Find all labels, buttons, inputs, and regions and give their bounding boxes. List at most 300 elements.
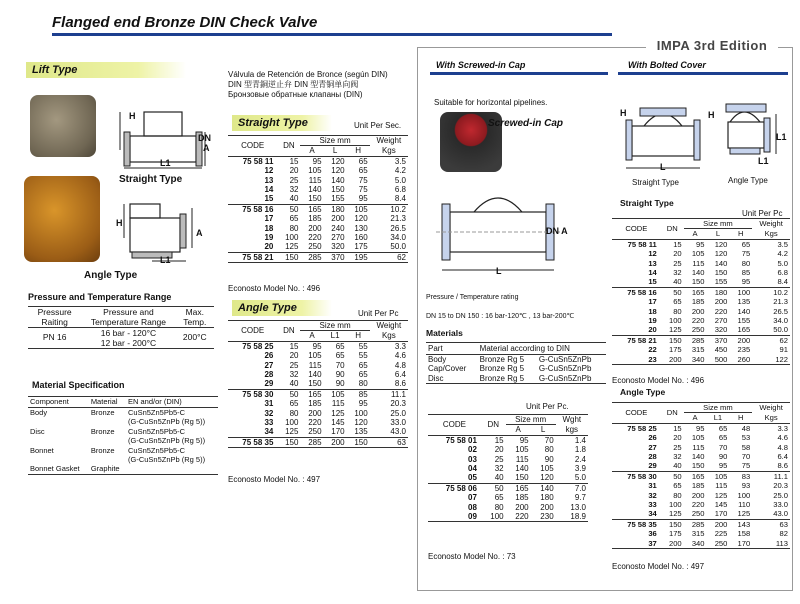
- table-row: [612, 461, 790, 471]
- table-cell: 120: [331, 156, 345, 166]
- middle-angle-table: [228, 320, 408, 448]
- table-cell: 200: [540, 502, 554, 512]
- table-row: [228, 252, 408, 262]
- header-h: H: [355, 331, 362, 341]
- table-cell: 4.6: [777, 433, 788, 443]
- table-cell: 122: [775, 354, 788, 364]
- header-dn: DN: [666, 224, 678, 234]
- table-cell: 100: [737, 287, 751, 297]
- table-row: [228, 156, 408, 166]
- table-cell: 4.2: [394, 166, 406, 176]
- table-cell: 75 58 30: [627, 471, 657, 481]
- middle-straight-heading: [232, 115, 332, 131]
- table-cell: 75 58 25: [627, 423, 657, 433]
- table-row: [228, 185, 408, 194]
- table-cell: 21.3: [773, 297, 788, 307]
- middle-straight-model: Econosto Model No. : 496: [228, 284, 321, 293]
- table-cell: 6.4: [394, 370, 406, 380]
- table-cell: 20: [673, 249, 682, 259]
- header-a: A: [692, 229, 698, 239]
- table-cell: 175: [354, 242, 368, 252]
- table-cell: 17: [264, 214, 274, 224]
- table-row: [612, 452, 790, 461]
- table-cell: 200: [668, 354, 682, 364]
- table-cell: 170: [331, 427, 345, 437]
- max-temp-value: 200°C: [182, 332, 207, 343]
- table-cell: 95: [312, 156, 322, 166]
- pressure-table: [28, 306, 214, 349]
- table-cell: 185: [691, 481, 705, 491]
- straight-valve-photo: [30, 95, 96, 157]
- table-cell: 43.0: [390, 427, 406, 437]
- table-row: [612, 316, 790, 325]
- pressure-header-range: Pressure and Temperature Range: [90, 307, 167, 327]
- table-cell: 85: [741, 268, 751, 278]
- table-header-row: [612, 403, 790, 413]
- table-cell: 115: [692, 258, 705, 268]
- table-cell: 220: [308, 233, 322, 243]
- table-cell: 140: [308, 185, 322, 195]
- valve-name-ru: Бронзовые обратные клапаны (DIN): [228, 90, 363, 99]
- table-cell: 80: [673, 306, 682, 316]
- mat-cell: Bronze Rg 5: [479, 373, 525, 383]
- mat-cell: Bronze Rg 5: [479, 355, 525, 364]
- table-cell: 155: [331, 194, 345, 204]
- table-cell: 120: [714, 239, 728, 249]
- angle-dim-h-label: H: [116, 218, 123, 228]
- table-cell: 200: [308, 408, 322, 418]
- table-cell: 75: [358, 185, 368, 195]
- table-header-row: [428, 415, 588, 425]
- screwed-heading-box: [430, 60, 608, 75]
- table-cell: 315: [691, 345, 705, 355]
- table-cell: 75 58 01: [445, 435, 477, 445]
- table-cell: 80: [358, 379, 368, 389]
- dim-l1-label: L1: [160, 158, 171, 168]
- table-cell: 25: [673, 258, 682, 268]
- table-cell: 113: [775, 538, 788, 548]
- table-row: [428, 512, 588, 522]
- table-cell: 55: [358, 351, 368, 361]
- table-cell: 40: [289, 194, 299, 204]
- screwed-model: Econosto Model No. : 73: [428, 552, 516, 561]
- table-cell: 165: [515, 483, 529, 493]
- mat-component: Disc: [30, 426, 45, 436]
- table-cell: 145: [714, 500, 728, 510]
- table-row: [228, 242, 408, 252]
- table-cell: 19: [264, 233, 274, 243]
- table-cell: 75 58 16: [242, 204, 274, 214]
- header-hh: H: [738, 413, 744, 423]
- screwed-unit: Unit Per Pc.: [526, 402, 569, 411]
- material-spec-heading: Material Specification: [32, 380, 125, 390]
- table-cell: 65: [358, 166, 368, 176]
- header-a: A: [309, 146, 315, 156]
- table-cell: 65: [718, 433, 728, 443]
- table-header-row: [228, 136, 408, 146]
- table-cell: 115: [715, 481, 728, 491]
- mat-material: Graphite: [90, 464, 120, 474]
- table-cell: 82: [779, 529, 788, 539]
- table-row: [228, 379, 408, 389]
- table-cell: 3.3: [777, 423, 788, 433]
- table-cell: 125: [331, 408, 345, 418]
- valve-name-jp: DIN 型青銅逆止弁 DIN 型青铜单向阀: [228, 80, 359, 89]
- table-cell: 285: [308, 437, 322, 447]
- table-row: [612, 297, 790, 306]
- angle-dim-l1-label: L1: [160, 255, 171, 265]
- middle-angle-model: Econosto Model No. : 497: [228, 475, 321, 484]
- table-row: [428, 503, 588, 512]
- header-code: CODE: [241, 141, 265, 151]
- table-cell: 120: [714, 249, 728, 259]
- table-cell: 150: [714, 268, 728, 278]
- table-cell: 370: [714, 335, 728, 345]
- table-cell: 115: [515, 454, 529, 464]
- table-cell: 50: [289, 204, 299, 214]
- dim-h-label: H: [129, 111, 136, 121]
- mat-header-material: Material according to DIN: [479, 344, 570, 353]
- table-cell: 55: [358, 341, 368, 351]
- header-size: Size mm: [684, 219, 753, 229]
- table-cell: 140: [691, 452, 705, 462]
- straight-type-label: Straight Type: [119, 174, 183, 185]
- table-row: [28, 464, 218, 474]
- table-cell: 320: [714, 325, 728, 335]
- table-cell: 48: [741, 423, 751, 433]
- table-cell: 150: [668, 335, 682, 345]
- table-cell: 270: [331, 233, 345, 243]
- mat-header: Material: [90, 397, 118, 406]
- page-title-bar: [52, 14, 612, 36]
- header-dn: DN: [487, 420, 500, 430]
- header-dn: DN: [283, 141, 295, 151]
- table-cell: 65: [358, 370, 368, 380]
- header-code: CODE: [241, 326, 265, 336]
- table-cell: 50: [494, 483, 504, 493]
- table-cell: 20: [289, 166, 299, 176]
- table-row: [612, 491, 790, 500]
- table-row: [612, 519, 790, 529]
- table-cell: 32: [289, 370, 299, 380]
- mat-en: CuSn5Zn5Pb5-C: [127, 408, 186, 417]
- table-cell: 100: [490, 512, 504, 522]
- header-dn: DN: [666, 408, 678, 418]
- table-cell: 20.3: [390, 399, 406, 409]
- mat-component: Body: [30, 408, 48, 417]
- table-cell: 200: [714, 297, 728, 307]
- table-cell: 140: [737, 306, 751, 316]
- header-weight: Wght: [562, 415, 582, 425]
- table-row: [228, 399, 408, 408]
- header-l1: L1: [330, 331, 340, 341]
- mat-cell: Disc: [428, 373, 444, 383]
- table-cell: 220: [515, 512, 529, 522]
- mat-en: CuSn5Zn5Pb5-C: [127, 445, 186, 455]
- table-cell: 75 58 11: [627, 239, 657, 249]
- table-row: [612, 355, 790, 365]
- bolted-dim-l: L: [660, 162, 666, 172]
- bolted-straight-table: [612, 218, 790, 365]
- table-cell: 125: [285, 242, 299, 252]
- header-h: H: [355, 146, 362, 156]
- table-cell: 65: [358, 360, 368, 370]
- table-row: [28, 427, 218, 446]
- table-cell: 25.0: [390, 408, 406, 418]
- bolted-straight-label: Straight Type: [632, 178, 679, 187]
- table-cell: 140: [308, 370, 322, 380]
- table-cell: 20: [289, 351, 299, 361]
- table-cell: 95: [696, 423, 705, 433]
- table-cell: 19: [648, 316, 657, 326]
- header-kgs: Kgs: [381, 146, 396, 156]
- table-cell: 31: [648, 481, 657, 491]
- screwed-rating-title: Pressure / Temperature rating: [426, 294, 519, 301]
- table-row: [28, 446, 218, 465]
- table-cell: 63: [779, 519, 788, 529]
- table-cell: 65: [358, 156, 368, 166]
- table-cell: 220: [308, 418, 322, 428]
- table-cell: 29: [648, 461, 657, 471]
- bolted-straight-model: Econosto Model No. : 496: [612, 376, 705, 385]
- table-cell: 120: [331, 166, 345, 176]
- table-cell: 40: [494, 473, 504, 483]
- table-cell: 250: [691, 509, 705, 519]
- table-cell: 26.5: [390, 223, 406, 233]
- screwed-photo-label: Screwed-in Cap: [488, 118, 564, 129]
- table-cell: 27: [648, 442, 657, 452]
- pressure-range-2: 12 bar - 200°C: [100, 338, 157, 348]
- angle-valve-photo: [24, 176, 100, 262]
- table-cell: 11.1: [773, 471, 788, 481]
- table-cell: 28: [648, 452, 657, 462]
- header-kgs: Kgs: [764, 229, 778, 239]
- table-row: [612, 335, 790, 345]
- table-row: [228, 166, 408, 175]
- table-cell: 6.4: [777, 452, 788, 462]
- header-l1: L1: [713, 413, 723, 423]
- table-row: [612, 268, 790, 277]
- middle-straight-heading-text: Straight Type: [238, 117, 308, 129]
- table-cell: 105: [308, 351, 322, 361]
- table-cell: 40: [673, 461, 682, 471]
- table-cell: 75 58 06: [445, 483, 477, 493]
- table-cell: 5.0: [574, 473, 586, 483]
- table-cell: 83: [741, 471, 751, 481]
- table-cell: 320: [331, 242, 345, 252]
- table-cell: 200: [331, 214, 345, 224]
- table-cell: 33.0: [773, 500, 788, 510]
- table-cell: 340: [691, 354, 705, 364]
- table-cell: 23: [648, 354, 657, 364]
- table-cell: 13: [648, 258, 657, 268]
- table-cell: 75 58 35: [242, 437, 274, 447]
- table-cell: 32: [673, 268, 682, 278]
- table-cell: 125: [714, 490, 728, 500]
- table-cell: 33: [264, 418, 274, 428]
- header-weight: Weight: [376, 321, 402, 331]
- bolted-angle-dim-l1: L1: [776, 132, 787, 142]
- table-cell: 100: [737, 490, 751, 500]
- table-cell: 95: [696, 239, 705, 249]
- table-cell: 12: [264, 166, 274, 176]
- table-row: [428, 493, 588, 502]
- table-cell: 75 58 16: [627, 287, 657, 297]
- table-cell: 105: [354, 204, 368, 214]
- table-cell: 15: [673, 423, 682, 433]
- angle-type-diagram: [116, 198, 202, 264]
- table-cell: 250: [691, 325, 705, 335]
- table-cell: 150: [515, 473, 529, 483]
- table-cell: 140: [691, 268, 705, 278]
- bolted-angle-heading: Angle Type: [620, 387, 666, 397]
- table-row: [228, 361, 408, 370]
- table-cell: 143: [737, 519, 751, 529]
- table-cell: 200: [714, 519, 728, 529]
- table-cell: 8.4: [777, 277, 788, 287]
- table-header-row: [28, 397, 218, 408]
- table-row: [612, 249, 790, 258]
- header-l: L: [715, 229, 721, 239]
- table-cell: 220: [714, 306, 728, 316]
- header-weight: Weight: [759, 403, 783, 413]
- header-size: Size mm: [506, 415, 556, 425]
- table-cell: 225: [714, 529, 728, 539]
- table-cell: 36: [648, 529, 657, 539]
- table-cell: 115: [308, 175, 322, 185]
- table-cell: 80: [494, 502, 504, 512]
- mat-header: EN and/or (DIN): [127, 397, 182, 406]
- table-cell: 5.0: [394, 175, 406, 185]
- mat-material: Bronze: [90, 426, 115, 436]
- mat-standard: [126, 408, 218, 427]
- table-cell: 70: [544, 435, 554, 445]
- table-cell: 17: [648, 297, 657, 307]
- table-cell: 5.0: [777, 258, 788, 268]
- table-cell: 14: [264, 185, 274, 195]
- table-cell: 20: [673, 433, 682, 443]
- table-cell: 125: [285, 427, 299, 437]
- table-cell: 65: [335, 341, 345, 351]
- header-kgs: Kgs: [764, 413, 778, 423]
- header-code: CODE: [625, 224, 648, 234]
- table-cell: 50: [673, 471, 682, 481]
- table-cell: 85: [358, 389, 368, 399]
- table-cell: 65: [494, 493, 504, 503]
- angle-dim-a-label: A: [196, 228, 203, 238]
- mat-din: (G-CuSn5ZnPb (Rg 5)): [127, 455, 206, 465]
- table-cell: 20: [264, 242, 274, 252]
- mat-standard: [126, 427, 218, 446]
- table-cell: 170: [737, 538, 751, 548]
- table-cell: 95: [741, 277, 751, 287]
- table-cell: 75: [358, 175, 368, 185]
- table-row: [228, 437, 408, 447]
- table-row: [28, 408, 218, 427]
- table-row: [612, 325, 790, 335]
- mat-material: Bronze: [90, 445, 115, 455]
- table-cell: 95: [358, 399, 368, 409]
- mat-standard: [126, 464, 218, 474]
- table-cell: 70: [718, 442, 728, 452]
- table-cell: 26: [264, 351, 274, 361]
- table-cell: 03: [468, 454, 477, 464]
- table-row: [228, 341, 408, 351]
- bolted-angle-label: Angle Type: [728, 176, 768, 185]
- table-cell: 260: [737, 354, 751, 364]
- table-cell: 22: [648, 345, 657, 355]
- table-cell: 34: [264, 427, 274, 437]
- table-cell: 28: [264, 370, 274, 380]
- table-cell: 140: [515, 464, 529, 474]
- table-row: [228, 389, 408, 399]
- table-cell: 115: [308, 360, 322, 370]
- table-cell: 95: [312, 341, 322, 351]
- table-cell: 4.8: [777, 442, 788, 452]
- screwed-dim-l: L: [496, 266, 502, 276]
- table-cell: 25: [289, 360, 299, 370]
- table-cell: 95: [519, 435, 529, 445]
- table-cell: 8.4: [394, 194, 406, 204]
- table-cell: 165: [737, 325, 751, 335]
- table-cell: 58: [741, 442, 751, 452]
- table-cell: 26: [648, 433, 657, 443]
- table-cell: 125: [668, 325, 682, 335]
- table-row: [428, 483, 588, 493]
- pressure-range-heading: Pressure and Temperature Range: [28, 292, 172, 302]
- table-row: [612, 481, 790, 490]
- table-row: [612, 423, 790, 433]
- pressure-header-rating: Pressure Raiting: [37, 307, 72, 327]
- table-cell: 180: [714, 287, 728, 297]
- table-cell: 1.4: [574, 435, 586, 445]
- bolted-heading: With Bolted Cover: [628, 60, 706, 70]
- table-cell: 62: [397, 252, 406, 262]
- table-cell: 90: [544, 454, 554, 464]
- header-a: A: [309, 331, 315, 341]
- table-cell: 63: [397, 437, 406, 447]
- table-cell: 3.9: [574, 464, 586, 474]
- middle-angle-unit: Unit Per Pc: [358, 309, 399, 318]
- mat-standard: [126, 446, 218, 465]
- bolted-angle-dim-h: H: [708, 110, 715, 120]
- table-cell: 11.1: [391, 389, 406, 399]
- bolted-dim-h: H: [620, 108, 627, 118]
- mat-material: Bronze: [90, 408, 115, 417]
- table-cell: 15: [494, 435, 504, 445]
- valve-names: [228, 70, 388, 100]
- table-cell: 185: [308, 214, 322, 224]
- middle-angle-heading-text: Angle Type: [238, 302, 297, 314]
- table-cell: 158: [737, 529, 751, 539]
- table-cell: 26.5: [773, 306, 788, 316]
- table-cell: 4.2: [777, 249, 788, 259]
- screwed-note: Suitable for horizontal pipelines.: [434, 98, 548, 107]
- table-cell: 75 58 30: [242, 389, 274, 399]
- header-a: A: [692, 413, 698, 423]
- table-cell: 75 58 11: [242, 156, 274, 166]
- table-cell: 155: [737, 316, 751, 326]
- table-cell: 33: [648, 500, 657, 510]
- table-cell: 50: [289, 389, 299, 399]
- table-row: [612, 500, 790, 509]
- table-row: [428, 473, 588, 483]
- screwed-rating-text: DN 15 to DN 150 : 16 bar-120℃ , 13 bar-200℃: [426, 313, 575, 320]
- table-cell: 270: [714, 316, 728, 326]
- table-cell: 100: [668, 500, 682, 510]
- table-cell: 04: [468, 464, 477, 474]
- bolted-straight-heading: Straight Type: [620, 198, 674, 208]
